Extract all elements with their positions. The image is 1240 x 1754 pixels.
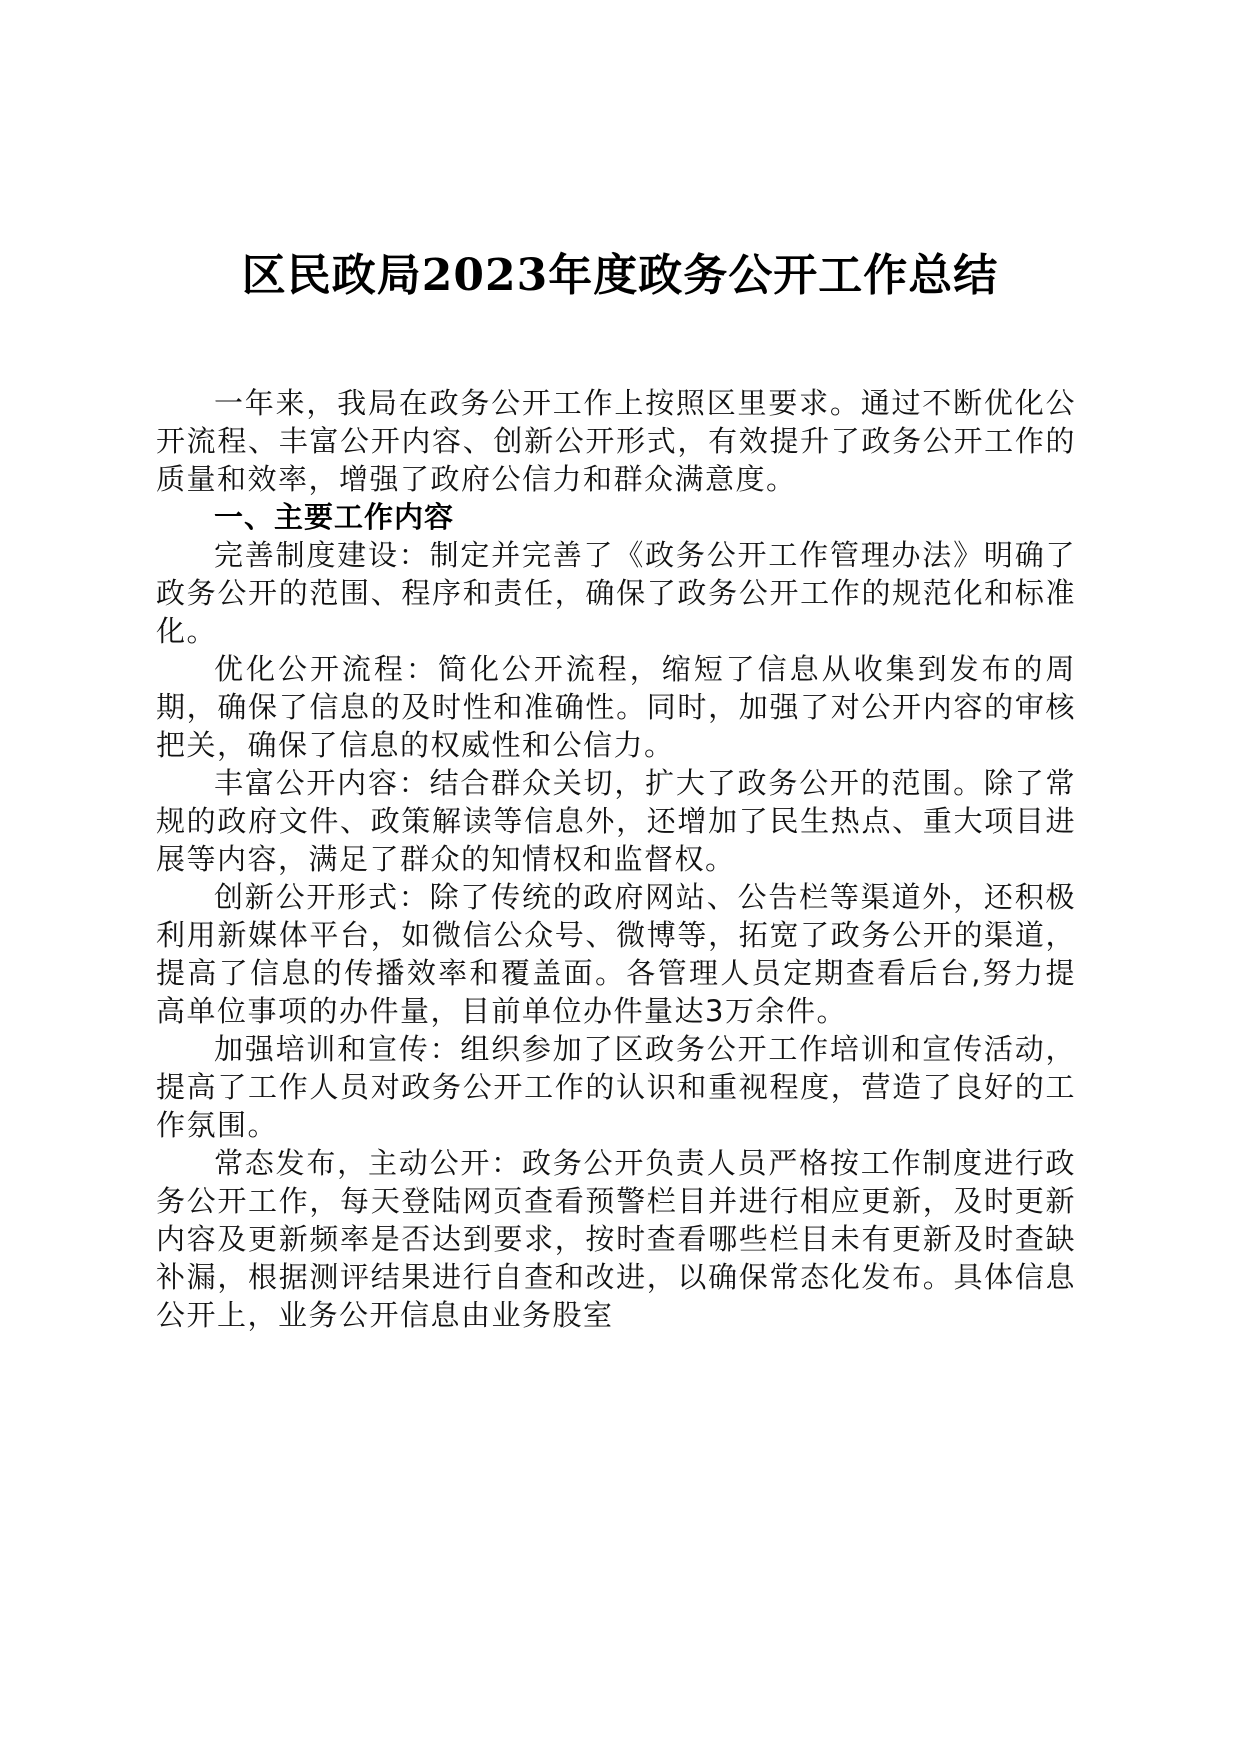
paragraph-innovate-form: 创新公开形式：除了传统的政府网站、公告栏等渠道外，还积极利用新媒体平台，如微信公众号、微博等，拓宽了政务公开的渠道，提高了信息的传播效率和覆盖面。各管理人员定期查看后台,努力提高单位事项的办件量，目前单位办件量达3万余件。: [156, 880, 1076, 1028]
paragraph-system-building: 完善制度建设：制定并完善了《政务公开工作管理办法》明确了政务公开的范围、程序和责任，确保了政务公开工作的规范化和标准化。: [156, 538, 1076, 648]
paragraph-enrich-content: 丰富公开内容：结合群众关切，扩大了政务公开的范围。除了常规的政府文件、政策解读等信息外，还增加了民生热点、重大项目进展等内容，满足了群众的知情权和监督权。: [156, 766, 1076, 876]
paragraph-training-publicity: 加强培训和宣传：组织参加了区政务公开工作培训和宣传活动，提高了工作人员对政务公开工作的认识和重视程度，营造了良好的工作氛围。: [156, 1032, 1076, 1142]
document-body: [156, 384, 1076, 1334]
paragraph-regular-release: 常态发布，主动公开：政务公开负责人员严格按工作制度进行政务公开工作，每天登陆网页查看预警栏目并进行相应更新，及时更新内容及更新频率是否达到要求，按时查看哪些栏目未有更新及时查缺补漏，根据测评结果进行自查和改进，以确保常态化发布。具体信息公开上，业务公开信息由业务股室: [156, 1146, 1076, 1332]
intro-paragraph: 一年来，我局在政务公开工作上按照区里要求。通过不断优化公开流程、丰富公开内容、创新公开形式，有效提升了政务公开工作的质量和效率，增强了政府公信力和群众满意度。: [156, 386, 1076, 496]
document-title: 区民政局2023年度政务公开工作总结: [241, 250, 999, 301]
paragraph-optimize-process: 优化公开流程：简化公开流程，缩短了信息从收集到发布的周期，确保了信息的及时性和准确性。同时，加强了对公开内容的审核把关，确保了信息的权威性和公信力。: [156, 652, 1076, 762]
section-heading-main-work: 一、主要工作内容: [214, 500, 455, 534]
